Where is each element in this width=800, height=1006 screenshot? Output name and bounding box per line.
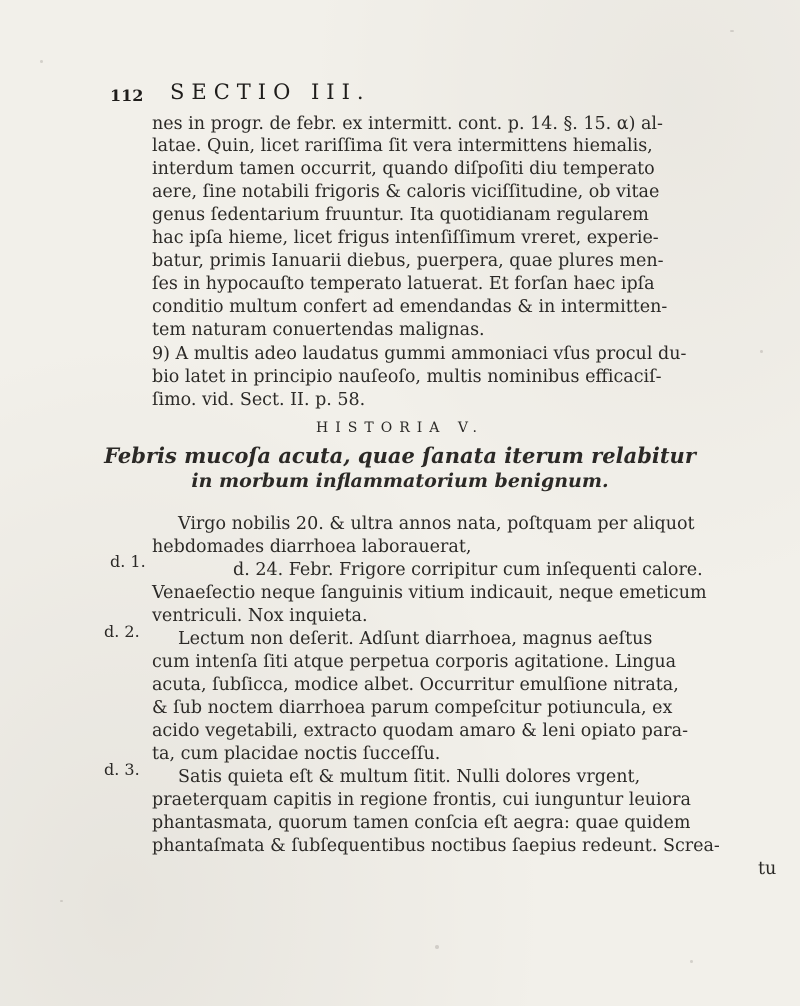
text-line: nes in progr. de febr. ex intermitt. cont. p. 14. §. 15. α) al- xyxy=(152,114,663,134)
text-line: bio latet in principio nauſeoſo, multis nominibus efficaciſ- xyxy=(152,367,662,387)
text-line: ſimo. vid. Sect. II. p. 58. xyxy=(152,390,366,410)
historia-label: HISTORIA V. xyxy=(316,420,484,436)
text-line: interdum tamen occurrit, quando diſpoſiti diu temperato xyxy=(152,159,655,179)
text-line: batur, primis Ianuarii diebus, puerpera, quae plures men- xyxy=(152,251,664,271)
paper-speck xyxy=(760,350,763,353)
text-line: ſes in hypocauſto temperato latuerat. Et forſan haec ipſa xyxy=(152,274,655,294)
text-line: ventriculi. Nox inquieta. xyxy=(152,606,368,626)
running-head: SECTIO III. xyxy=(170,80,371,104)
paper-speck xyxy=(40,60,43,63)
text-line: Venaeſectio neque ſanguinis vitium indicauit, neque emeticum xyxy=(152,583,707,603)
text-line: hebdomades diarrhoea laborauerat, xyxy=(152,537,472,557)
paper-speck xyxy=(435,945,439,949)
text-line: acido vegetabili, extracto quodam amaro & leni opiato para- xyxy=(152,721,689,741)
text-line: tem naturam conuertendas malignas. xyxy=(152,320,485,340)
text-line: hac ipſa hieme, licet frigus intenſiſſimum vreret, experie- xyxy=(152,228,659,248)
margin-note-day: d. 1. xyxy=(110,552,146,571)
text-line: Virgo nobilis 20. & ultra annos nata, poſtquam per aliquot xyxy=(178,514,695,534)
text-line: acuta, ſubſicca, modice albet. Occurritur emulſione nitrata, xyxy=(152,675,679,695)
text-line: phantasmata, quorum tamen conſcia eſt aegra: quae quidem xyxy=(152,813,691,833)
text-line: genus ſedentarium fruuntur. Ita quotidianam regularem xyxy=(152,205,649,225)
paper-speck xyxy=(690,960,693,963)
catchword: tu xyxy=(758,859,777,879)
text-line: phantaſmata & ſubſequentibus noctibus ſaepius redeunt. Screa- xyxy=(152,836,720,856)
text-line: ta, cum placidae noctis ſucceſſu. xyxy=(152,744,441,764)
text-line: cum intenſa ſiti atque perpetua corporis agitatione. Lingua xyxy=(152,652,677,672)
paper-speck xyxy=(730,30,734,32)
margin-note-day: d. 3. xyxy=(104,760,140,779)
text-line: aere, ſine notabili frigoris & caloris viciſſitudine, ob vitae xyxy=(152,182,660,202)
page-number: 112 xyxy=(110,86,144,105)
margin-note-day: d. 2. xyxy=(104,622,140,641)
case-title-line1: Febris mucoſa acuta, quae ſanata iterum relabitur xyxy=(104,443,696,468)
text-line: Lectum non deſerit. Adſunt diarrhoea, magnus aeſtus xyxy=(178,629,653,649)
text-line: Satis quieta eſt & multum ſitit. Nulli dolores vrgent, xyxy=(178,767,641,787)
text-line: 9) A multis adeo laudatus gummi ammoniaci vſus procul du- xyxy=(152,344,687,364)
text-line: conditio multum confert ad emendandas & in intermitten- xyxy=(152,297,668,317)
text-line: & ſub noctem diarrhoea parum compeſcitur potiuncula, ex xyxy=(152,698,673,718)
text-line: d. 24. Febr. Frigore corripitur cum inſequenti calore. xyxy=(233,560,703,580)
text-line: latae. Quin, licet rariſſima ſit vera intermittens hiemalis, xyxy=(152,136,653,156)
paper-speck xyxy=(60,900,63,902)
case-title-line2: in morbum inflammatorium benignum. xyxy=(191,470,609,492)
text-line: praeterquam capitis in regione frontis, cui iunguntur leuiora xyxy=(152,790,691,810)
